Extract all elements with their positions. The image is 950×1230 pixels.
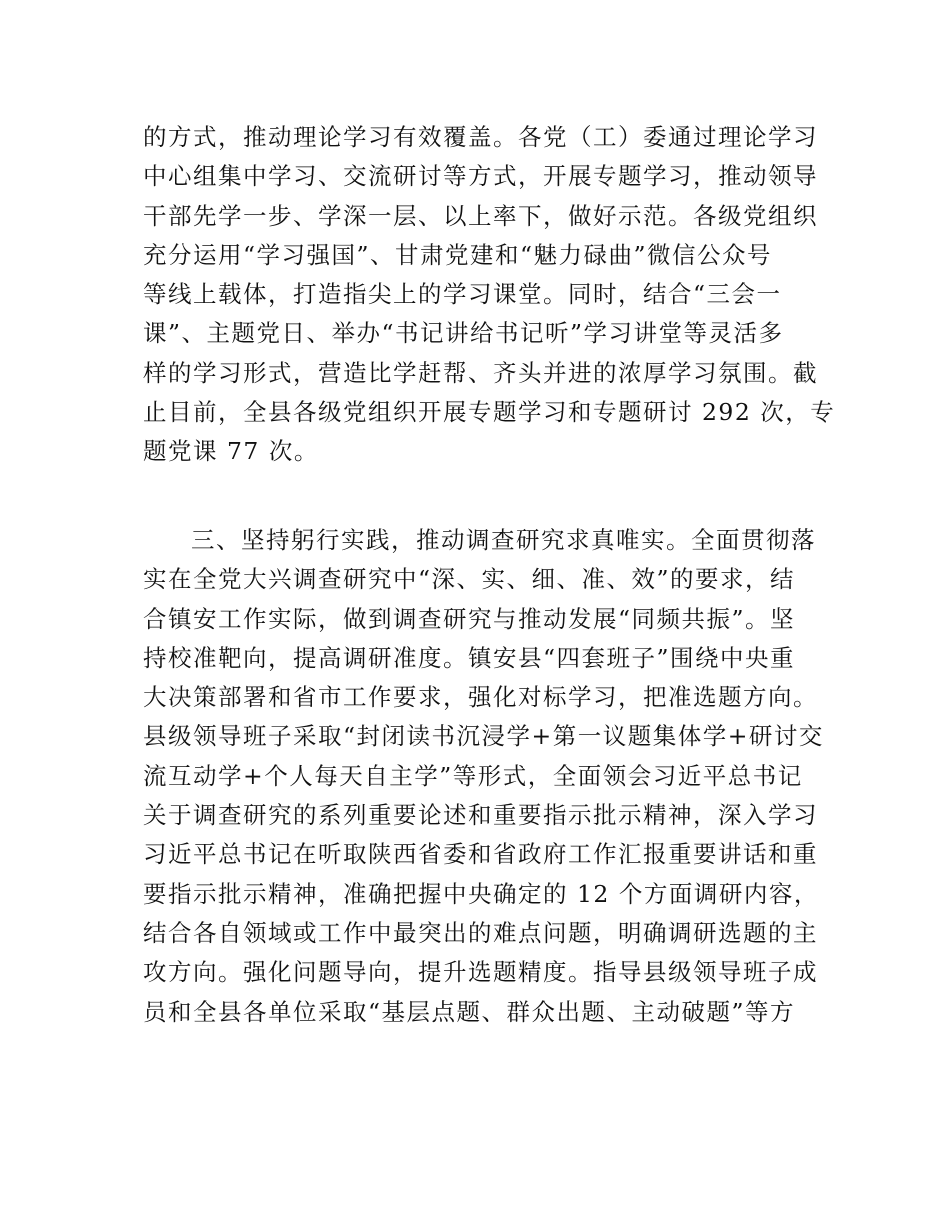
text-line: 样的学习形式，营造比学赶帮、齐头并进的浓厚学习氛围。截 <box>143 358 818 387</box>
text-line: 大决策部署和省市工作要求，强化对标学习，把准选题方向。 <box>143 683 818 712</box>
text-line: 持校准靶向，提高调研准度。镇安县“四套班子”围绕中央重 <box>143 643 796 672</box>
text-line: 止目前，全县各级党组织开展专题学习和专题研讨 292 次，专 <box>143 398 836 427</box>
text-line: 实在全党大兴调查研究中“深、实、细、准、效”的要求，结 <box>143 565 796 594</box>
text-line: 合镇安工作实际，做到调查研究与推动发展“同频共振”。坚 <box>143 604 796 633</box>
text-line: 流互动学+个人每天自主学”等形式，全面领会习近平总书记 <box>143 761 803 790</box>
paragraph-theory-study <box>143 118 836 472</box>
text-line: 干部先学一步、学深一层、以上率下，做好示范。各级党组织 <box>143 201 818 230</box>
text-line: 关于调查研究的系列重要论述和重要指示批示精神，深入学习 <box>143 801 818 830</box>
paragraph-section-three <box>143 521 823 1032</box>
text-line: 习近平总书记在听取陕西省委和省政府工作汇报重要讲话和重 <box>143 840 818 869</box>
text-line: 题党课 77 次。 <box>143 437 319 466</box>
text-line: 县级领导班子采取“封闭读书沉浸学+第一议题集体学+研讨交 <box>143 722 824 751</box>
text-line: 员和全县各单位采取“基层点题、群众出题、主动破题”等方 <box>143 997 796 1026</box>
text-line: 要指示批示精神，准确把握中央确定的 12 个方面调研内容， <box>143 879 819 908</box>
section-heading-line: 三、坚持躬行实践，推动调查研究求真唯实。全面贯彻落 <box>191 526 816 554</box>
text-line: 中心组集中学习、交流研讨等方式，开展专题学习，推动领导 <box>143 162 818 191</box>
text-line: 充分运用“学习强国”、甘肃党建和“魅力碌曲”微信公众号 <box>143 240 773 269</box>
text-line: 结合各自领域或工作中最突出的难点问题，明确调研选题的主 <box>143 918 818 947</box>
text-line: 课”、主题党日、举办“书记讲给书记听”学习讲堂等灵活多 <box>143 319 784 348</box>
text-line: 等线上载体，打造指尖上的学习课堂。同时，结合“三会一 <box>143 280 782 309</box>
text-line: 攻方向。强化问题导向，提升选题精度。指导县级领导班子成 <box>143 958 818 987</box>
text-line: 的方式，推动理论学习有效覆盖。各党（工）委通过理论学习 <box>143 123 818 151</box>
